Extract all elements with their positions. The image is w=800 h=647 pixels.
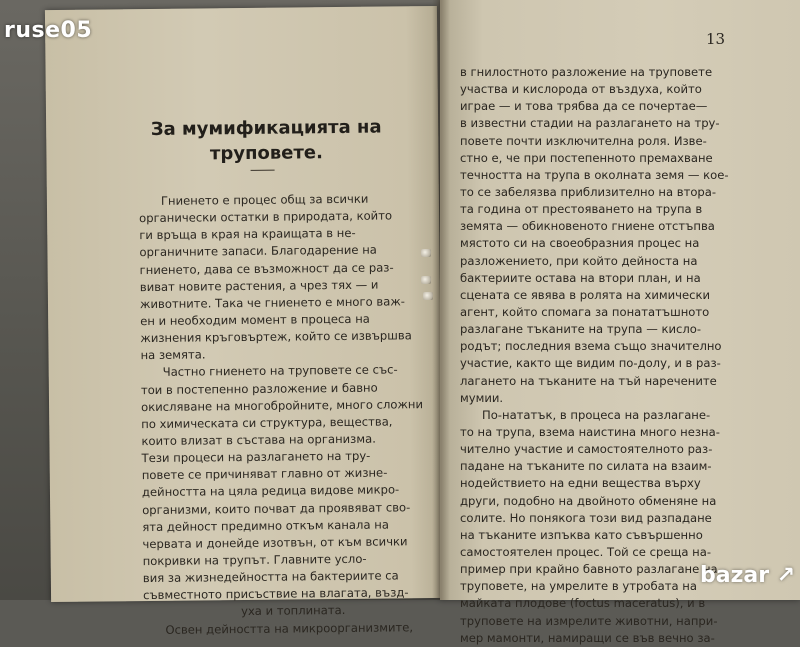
left-page-text [139, 190, 444, 639]
text-line: падане на тъканите по силата на взаим- [460, 459, 712, 474]
text-line: на тъканите изпъква като съвършенно [460, 527, 703, 542]
text-line: земята — обикновеното гниене отстъпва [460, 219, 715, 234]
text-line: червата и донейде изотвън, от към всички [142, 534, 408, 551]
text-line: мумии. [460, 390, 504, 405]
text-line: По-нататък, в процеса на разлагане- [482, 407, 711, 422]
text-line: родът; последния взема също значително [460, 339, 722, 354]
text-line: ен и необходим момент в процеса на [140, 311, 370, 329]
text-line: в гнилостното разложение на труповете [460, 65, 713, 79]
text-line: повете почти изключителна роля. Изве- [460, 133, 707, 148]
title-divider [251, 170, 275, 171]
text-line: Освен дейността на микроорганизмите, [165, 619, 414, 637]
text-line: нодействието на едни вещества върху [460, 476, 701, 491]
text-line: окисляване на многобройните, много сложни [140, 396, 424, 414]
text-line: майката плодове (foctus maceratus), и в [460, 596, 706, 611]
text-line: сцената се явява в ролята на химически [460, 287, 711, 302]
text-line: пример при крайно бавното разлагане на [460, 562, 718, 577]
text-line: та година от престояването на трупа в [460, 202, 703, 217]
text-line: лагането на тъканите на тъй наречените [460, 373, 717, 388]
text-line: виват новите растения, а чрез тях — и [139, 277, 379, 294]
text-line: то се забелязва приблизително на втора- [460, 184, 717, 199]
watermark-seller: ruse05 [4, 18, 93, 43]
text-line: тои в постепенно разложение и бавно [140, 380, 378, 397]
text-line: органичните запаси. Благодарение на [139, 243, 377, 260]
right-page [440, 0, 800, 645]
chapter-title: За мумификацията на труповете. [150, 116, 382, 165]
text-line: мер мамонти, намиращи се във вечно за- [460, 630, 715, 645]
text-line: дейността на цяла редица видове микро- [141, 482, 400, 500]
watermark-bazar-logo: bazar ↗ [700, 563, 796, 588]
text-line: Частно гниенето на труповете се със- [162, 362, 398, 380]
staple [421, 249, 431, 257]
text-line: вия за жизнедейността на бактериите са [142, 568, 399, 586]
text-line: участие, както ще видим по-долу, и в раз- [460, 356, 721, 371]
text-line: самостоятелен процес. Той се среща на- [460, 544, 712, 559]
text-line: труповете на измрелите животни, напри- [460, 613, 718, 628]
text-line: ги връща в края на краищата в не- [139, 226, 356, 243]
text-line: които влизат в състава на организма. [141, 431, 376, 449]
page-number: 13 [706, 30, 726, 48]
text-line: по химическата си структура, вещества, [141, 414, 393, 431]
text-line: организми, които почват да проявяват сво- [142, 499, 411, 517]
text-line: солите. Но понякога този вид разпадане [460, 510, 712, 525]
text-line: покривки на трупът. Главните усло- [142, 551, 367, 569]
text-line: то на трупа, взема наистина много незна- [460, 424, 720, 439]
text-line: бактериите остава на втори план, и на [460, 270, 701, 285]
text-line: мястото си на своеобразния процес на [460, 236, 700, 251]
text-line: уха и топлината. [240, 603, 346, 619]
text-line: в известни стадии на разлагането на тру- [460, 116, 720, 131]
text-line: други, подобно на двойното обменяне на [460, 493, 717, 508]
text-line: участва и кислорода от въздуха, който [460, 82, 702, 97]
text-line: на земята. [140, 347, 206, 363]
text-line: играе — и това трябва да се почертае— [460, 99, 708, 114]
text-line: органически остатки в природата, който [139, 208, 393, 226]
text-line: ята дейност предимно откъм канала на [142, 517, 389, 534]
text-line: разлагане тъканите на трупа — кисло- [460, 322, 702, 337]
text-line: съвместното присъствие на влагата, възд- [142, 585, 409, 603]
text-line: труповете, на умрелите в утробата на [460, 579, 697, 594]
staple [423, 292, 433, 300]
text-line: стно е, че при постепенното премахване [460, 150, 713, 165]
text-line: животните. Така че гниенето е много важ- [139, 294, 405, 311]
text-line: жизнения кръговъртеж, който се извършва [140, 328, 412, 346]
staple [421, 276, 431, 284]
text-line: гниенето, дава се възможност да се раз- [139, 259, 394, 277]
text-line: чително участие и самостоятелното раз- [460, 442, 713, 457]
right-page-text [460, 64, 762, 647]
book-gutter [432, 0, 450, 600]
text-line: течността на трупа в околната земя — кое- [460, 167, 729, 182]
text-line: повете се причиняват главно от жизне- [141, 465, 388, 483]
text-line: разложението, при който дейноста на [460, 253, 698, 268]
text-line: Гниенето е процес общ за всички [160, 191, 369, 208]
left-page [45, 6, 443, 637]
text-line: Тези процеси на разлагането на тру- [141, 448, 371, 466]
text-line: агент, който спомага за понататъшното [460, 304, 710, 319]
